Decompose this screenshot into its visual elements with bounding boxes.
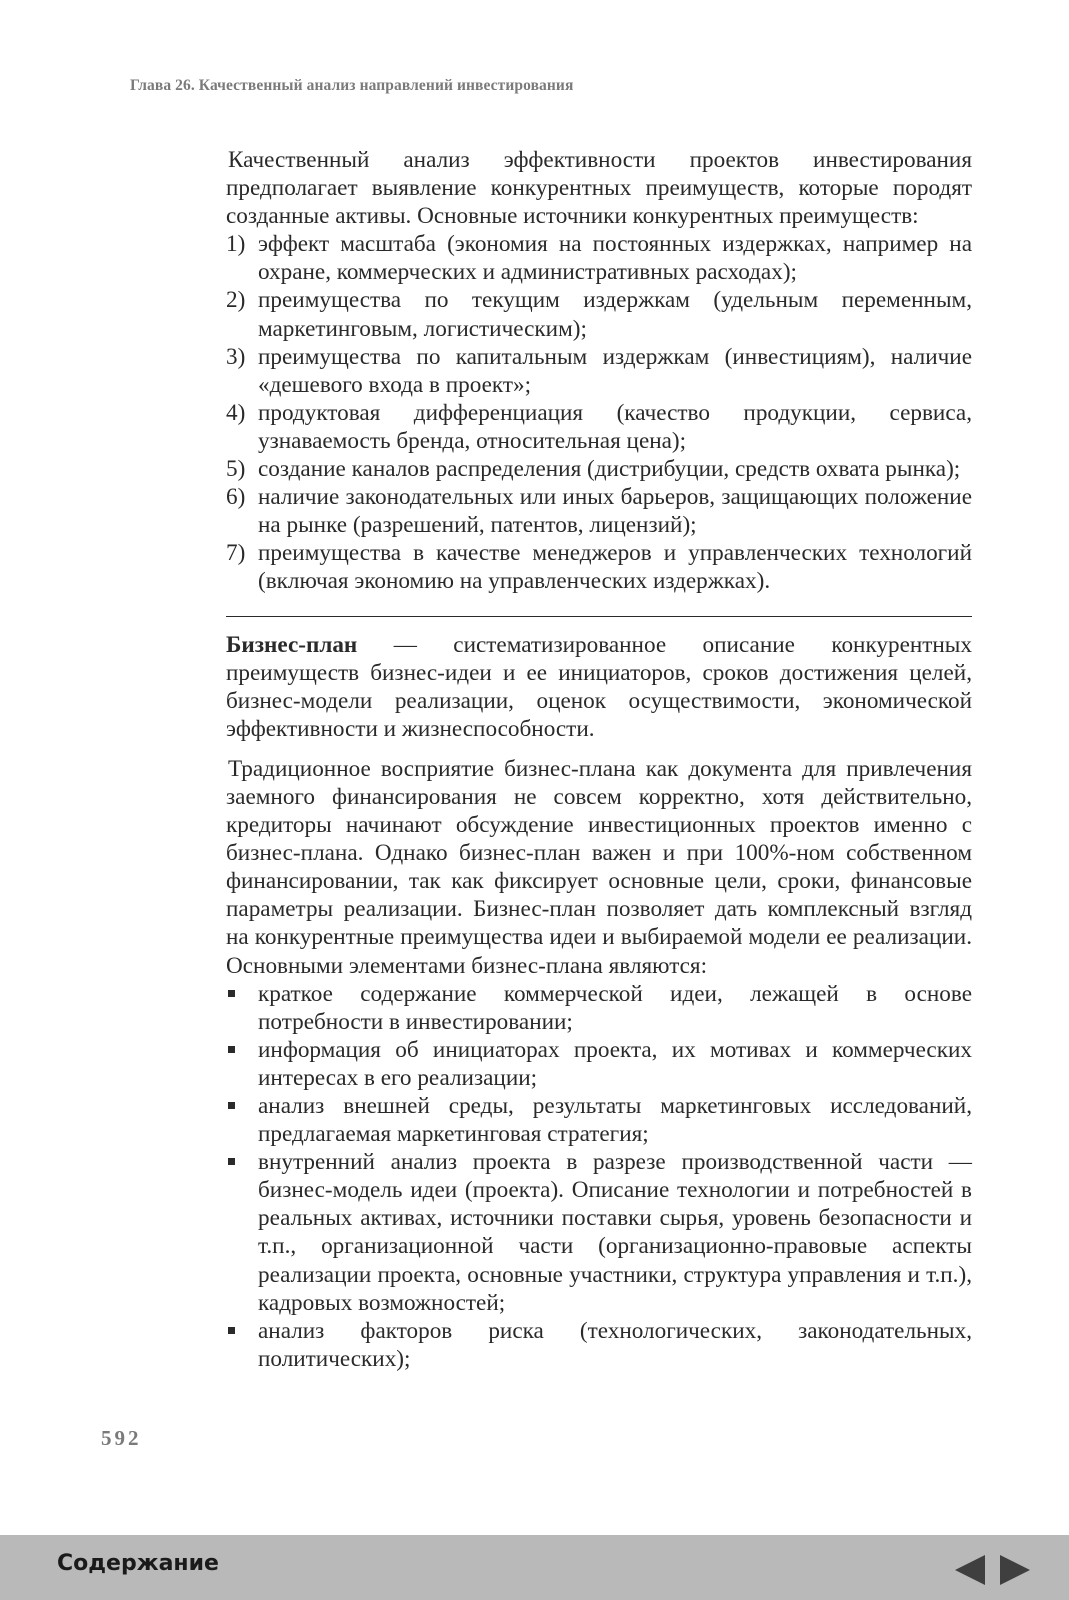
bullet-text: краткое содержание коммерческой идеи, лежащей в основе потребности в инвестировании; bbox=[258, 980, 972, 1035]
definition-text: — систематизированное описание конкурентных преимуществ бизнес-идеи и ее инициаторов, сроков достижения целей, бизнес-модели реализации, оценок осуществимости, экономической эффективности и жизнеспособности. bbox=[226, 631, 972, 742]
list-item bbox=[226, 230, 972, 286]
list-item-text: эффект масштаба (экономия на постоянных издержках, например на охране, коммерческих и административных расходах); bbox=[258, 231, 972, 286]
definition-term: Бизнес-план bbox=[226, 631, 358, 658]
list-item-text: преимущества по капитальным издержкам (инвестициям), наличие «дешевого входа в проект»; bbox=[258, 343, 972, 398]
list-item-text: продуктовая дифференциация (качество продукции, сервиса, узнаваемость бренда, относительная цена); bbox=[258, 399, 972, 454]
bullet-marker bbox=[228, 990, 235, 997]
bullet-marker bbox=[228, 1158, 235, 1165]
bullet-marker bbox=[228, 1327, 235, 1334]
bullet-text: анализ факторов риска (технологических, законодательных, политических); bbox=[258, 1317, 972, 1372]
bullet-text: анализ внешней среды, результаты маркетинговых исследований, предлагаемая маркетинговая стратегия; bbox=[258, 1093, 972, 1148]
list-item-number: 6) bbox=[226, 484, 246, 511]
list-item bbox=[226, 286, 972, 342]
list-item bbox=[226, 399, 972, 455]
list-item-number: 2) bbox=[226, 287, 246, 314]
list-item-number: 1) bbox=[226, 231, 246, 258]
list-item-number: 7) bbox=[226, 540, 246, 567]
list-item bbox=[226, 483, 972, 539]
bullet-item bbox=[226, 980, 972, 1036]
list-item bbox=[226, 539, 972, 595]
bullet-item bbox=[226, 1148, 972, 1317]
bullet-marker bbox=[228, 1046, 235, 1053]
list-item bbox=[226, 455, 972, 483]
list-item-text: создание каналов распределения (дистрибуции, средств охвата рынка); bbox=[258, 456, 961, 483]
list-item bbox=[226, 343, 972, 399]
bullet-text: внутренний анализ проекта в разрезе производственной части — бизнес-модель идеи (проекта). Описание технологии и потребностей в реальных активах, источники поставки сырья, уровень безопасности и т.п., организационной части (организационно-правовые аспекты реализации проекта, основные участники, структура управления и т.п.), кадровых возможностей; bbox=[258, 1149, 972, 1316]
list-item-text: преимущества по текущим издержкам (удельным переменным, маркетинговым, логистическим); bbox=[258, 287, 972, 342]
bullet-item bbox=[226, 1092, 972, 1148]
definition-divider bbox=[226, 616, 972, 617]
next-page-arrow-icon[interactable] bbox=[1000, 1555, 1030, 1585]
bullet-item bbox=[226, 1036, 972, 1092]
main-paragraph: Традиционное восприятие бизнес-плана как документа для привлечения заемного финансирования не совсем корректно, хотя действительно, кредиторы начинают обсуждение инвестиционных проектов именно с бизнес-плана. Однако бизнес-план важен и при 100%-ном собственном финансировании, так как фиксирует основные цели, сроки, финансовые параметры реализации. Бизнес-план позволяет дать комплексный взгляд на конкурентные преимущества идеи и выбираемой модели ее реализации. Основными элементами бизнес-плана являются: bbox=[226, 755, 972, 979]
advantages-list bbox=[226, 230, 972, 595]
list-item-number: 5) bbox=[226, 456, 246, 483]
running-head: Глава 26. Качественный анализ направлений инвестирования bbox=[130, 77, 574, 94]
definition-paragraph bbox=[226, 631, 972, 743]
list-item-number: 4) bbox=[226, 399, 246, 426]
bullet-marker bbox=[228, 1102, 235, 1109]
intro-paragraph: Качественный анализ эффективности проектов инвестирования предполагает выявление конкурентных преимуществ, которые породят созданные активы. Основные источники конкурентных преимуществ: bbox=[226, 147, 972, 230]
business-plan-elements-list bbox=[226, 980, 972, 1373]
previous-page-arrow-icon[interactable] bbox=[955, 1555, 985, 1585]
bullet-text: информация об инициаторах проекта, их мотивах и коммерческих интересах в его реализации; bbox=[258, 1036, 972, 1091]
table-of-contents-link[interactable]: Содержание bbox=[57, 1551, 219, 1576]
bullet-item bbox=[226, 1317, 972, 1373]
list-item-text: преимущества в качестве менеджеров и управленческих технологий (включая экономию на управленческих издержках). bbox=[258, 540, 972, 595]
list-item-number: 3) bbox=[226, 343, 246, 370]
list-item-text: наличие законодательных или иных барьеров, защищающих положение на рынке (разрешений, патентов, лицензий); bbox=[258, 484, 972, 539]
page-number: 592 bbox=[101, 1426, 142, 1450]
bottom-navigation-bar bbox=[0, 1535, 1069, 1600]
page-content bbox=[226, 146, 972, 1373]
